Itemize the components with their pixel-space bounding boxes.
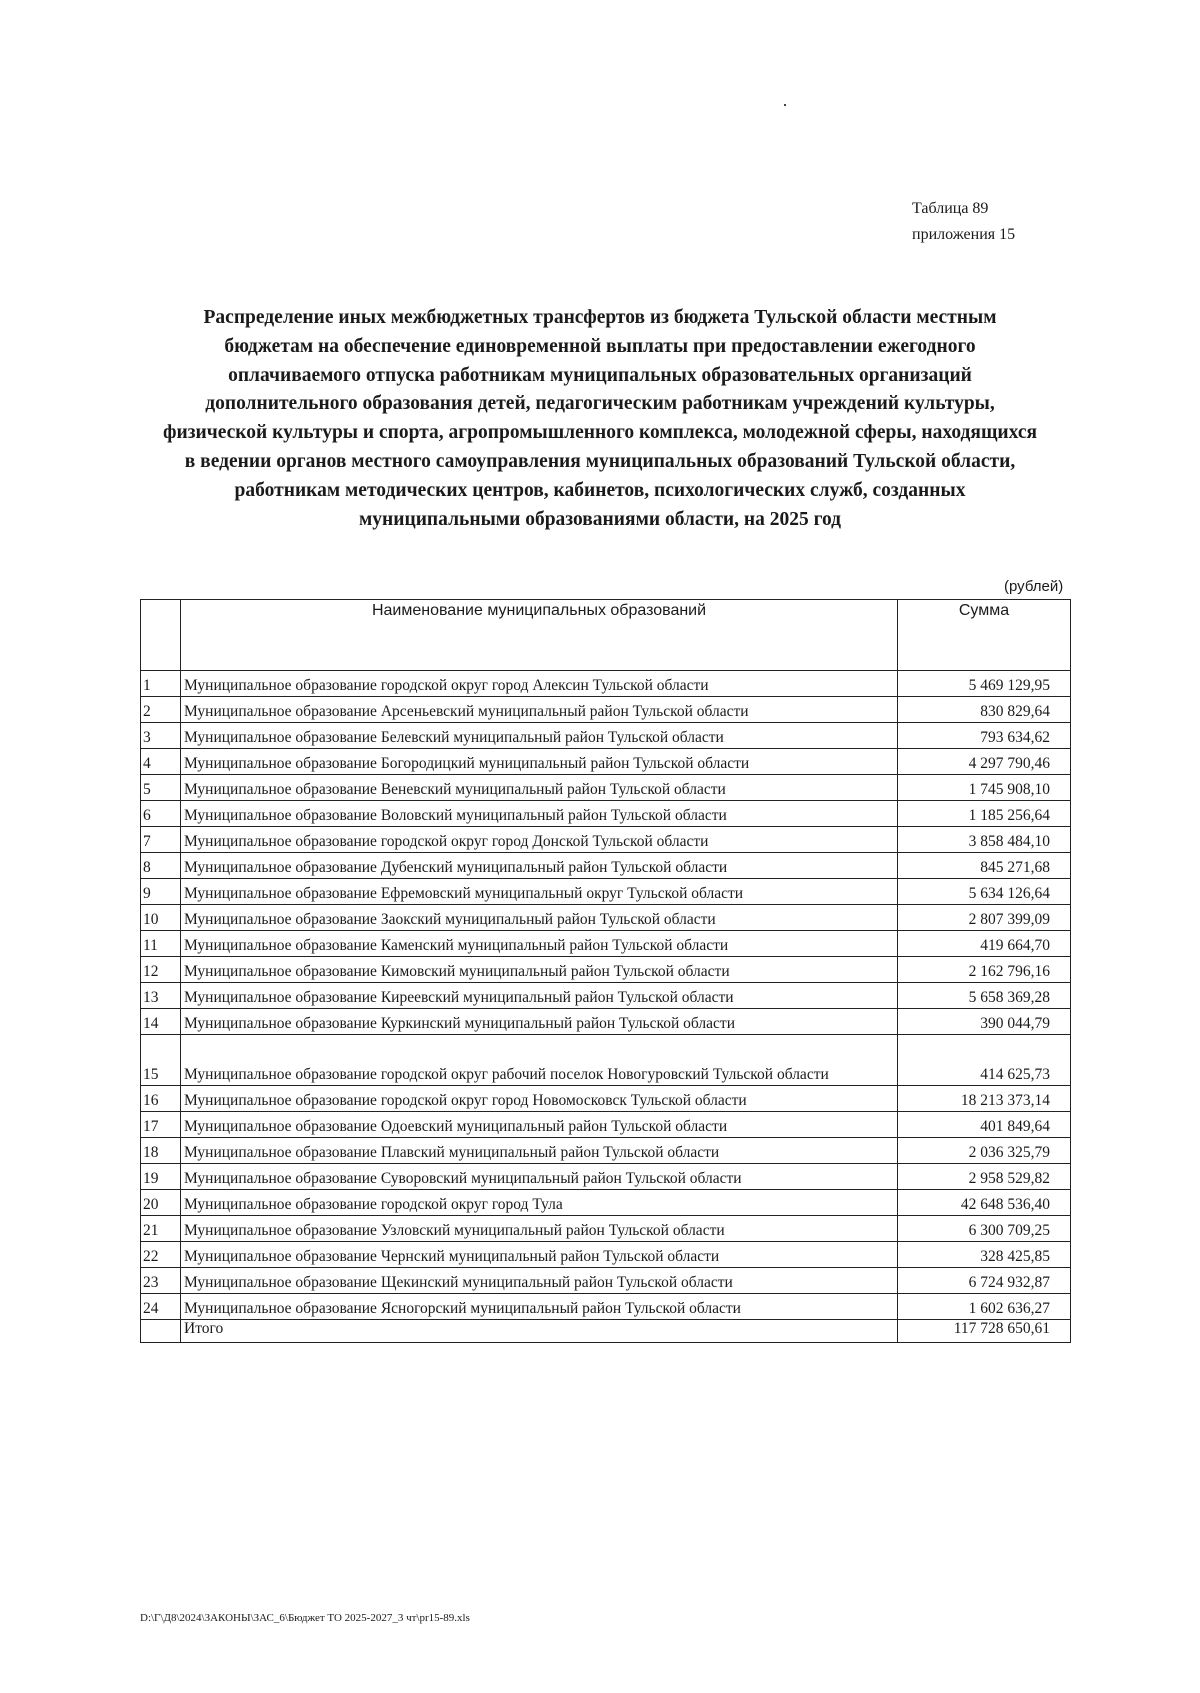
amount-cell: 18 213 373,14 xyxy=(898,1086,1071,1112)
municipality-name-cell: Муниципальное образование Ясногорский муниципальный район Тульской области xyxy=(181,1294,898,1320)
table-row xyxy=(141,723,1071,749)
table-row xyxy=(141,697,1071,723)
row-number-cell: 11 xyxy=(141,931,181,957)
row-number-cell: 16 xyxy=(141,1086,181,1112)
municipality-name-cell: Муниципальное образование городской округ город Донской Тульской области xyxy=(181,827,898,853)
appendix-label: приложения 15 xyxy=(912,226,1016,243)
table-row xyxy=(141,671,1071,697)
municipality-name-cell: Муниципальное образование Щекинский муниципальный район Тульской области xyxy=(181,1268,898,1294)
municipality-name-cell: Муниципальное образование Чернский муниципальный район Тульской области xyxy=(181,1242,898,1268)
row-number-cell: 18 xyxy=(141,1138,181,1164)
table-row xyxy=(141,1294,1071,1320)
header-name-cell: Наименование муниципальных образований xyxy=(181,600,898,671)
municipality-name-cell: Муниципальное образование Узловский муниципальный район Тульской области xyxy=(181,1216,898,1242)
row-number-cell: 21 xyxy=(141,1216,181,1242)
amount-cell: 390 044,79 xyxy=(898,1009,1071,1035)
header-sum-cell: Сумма xyxy=(898,600,1071,671)
table-row xyxy=(141,1035,1071,1086)
total-number-cell xyxy=(141,1320,181,1343)
table-row xyxy=(141,1242,1071,1268)
total-label-cell: Итого xyxy=(181,1320,898,1343)
table-row xyxy=(141,1138,1071,1164)
amount-cell: 6 724 932,87 xyxy=(898,1268,1071,1294)
amount-cell: 2 807 399,09 xyxy=(898,905,1071,931)
table-row xyxy=(141,1009,1071,1035)
municipality-name-cell: Муниципальное образование Плавский муниципальный район Тульской области xyxy=(181,1138,898,1164)
row-number-cell: 23 xyxy=(141,1268,181,1294)
municipality-name-cell: Муниципальное образование Веневский муниципальный район Тульской области xyxy=(181,775,898,801)
amount-cell: 793 634,62 xyxy=(898,723,1071,749)
table-reference xyxy=(912,196,1015,248)
row-number-cell: 12 xyxy=(141,957,181,983)
row-number-cell: 2 xyxy=(141,697,181,723)
amount-cell: 1 602 636,27 xyxy=(898,1294,1071,1320)
row-number-cell: 1 xyxy=(141,671,181,697)
table-row xyxy=(141,749,1071,775)
municipality-name-cell: Муниципальное образование Одоевский муниципальный район Тульской области xyxy=(181,1112,898,1138)
amount-cell: 414 625,73 xyxy=(898,1035,1071,1086)
municipality-name-cell: Муниципальное образование Заокский муниципальный район Тульской области xyxy=(181,905,898,931)
amount-cell: 5 469 129,95 xyxy=(898,671,1071,697)
municipality-name-cell: Муниципальное образование Суворовский муниципальный район Тульской области xyxy=(181,1164,898,1190)
table-row xyxy=(141,1268,1071,1294)
amount-cell: 2 162 796,16 xyxy=(898,957,1071,983)
units-label: (рублей) xyxy=(1004,578,1064,595)
amount-cell: 830 829,64 xyxy=(898,697,1071,723)
amount-cell: 4 297 790,46 xyxy=(898,749,1071,775)
row-number-cell: 10 xyxy=(141,905,181,931)
amount-cell: 5 658 369,28 xyxy=(898,983,1071,1009)
row-number-cell: 20 xyxy=(141,1190,181,1216)
row-number-cell: 24 xyxy=(141,1294,181,1320)
table-row xyxy=(141,957,1071,983)
municipality-name-cell: Муниципальное образование городской округ город Тула xyxy=(181,1190,898,1216)
municipality-name-cell: Муниципальное образование городской округ город Алексин Тульской области xyxy=(181,671,898,697)
total-row xyxy=(141,1320,1071,1343)
table-row xyxy=(141,905,1071,931)
table-row xyxy=(141,827,1071,853)
row-number-cell: 8 xyxy=(141,853,181,879)
municipality-name-cell: Муниципальное образование Воловский муниципальный район Тульской области xyxy=(181,801,898,827)
municipality-name-cell: Муниципальное образование Каменский муниципальный район Тульской области xyxy=(181,931,898,957)
amount-cell: 42 648 536,40 xyxy=(898,1190,1071,1216)
table-row xyxy=(141,983,1071,1009)
municipality-name-cell: Муниципальное образование Киреевский муниципальный район Тульской области xyxy=(181,983,898,1009)
municipality-name-cell: Муниципальное образование Ефремовский муниципальный округ Тульской области xyxy=(181,879,898,905)
document-title: Распределение иных межбюджетных трансфертов из бюджета Тульской области местным бюджетам на обеспечение единовременной выплаты при предоставлении ежегодного оплачиваемого отпуска работникам муниципальных образовательных организаций дополнительного образования детей, педагогическим работникам учреждений культуры, физической культуры и спорта, агропромышленного комплекса, молодежной сферы, находящихся в ведении органов местного самоуправления муниципальных образований Тульской области, работникам методических центров, кабинетов, психологических служб, созданных муниципальными образованиями области, на 2025 год xyxy=(162,307,1038,530)
table-number-label: Таблица 89 xyxy=(912,200,989,217)
municipality-name-cell: Муниципальное образование городской округ город Новомосковск Тульской области xyxy=(181,1086,898,1112)
table-row xyxy=(141,775,1071,801)
row-number-cell: 3 xyxy=(141,723,181,749)
table-row xyxy=(141,1190,1071,1216)
table-body xyxy=(141,671,1071,1343)
row-number-cell: 4 xyxy=(141,749,181,775)
row-number-cell: 14 xyxy=(141,1009,181,1035)
table-row xyxy=(141,931,1071,957)
row-number-cell: 9 xyxy=(141,879,181,905)
amount-cell: 2 958 529,82 xyxy=(898,1164,1071,1190)
row-number-cell: 5 xyxy=(141,775,181,801)
row-number-cell: 22 xyxy=(141,1242,181,1268)
municipality-name-cell: Муниципальное образование Белевский муниципальный район Тульской области xyxy=(181,723,898,749)
scan-speck xyxy=(784,104,786,106)
total-amount-cell: 117 728 650,61 xyxy=(898,1320,1071,1343)
municipality-name-cell: Муниципальное образование Богородицкий муниципальный район Тульской области xyxy=(181,749,898,775)
row-number-cell: 7 xyxy=(141,827,181,853)
table-header-row xyxy=(141,600,1071,671)
table-row xyxy=(141,1112,1071,1138)
amount-cell: 5 634 126,64 xyxy=(898,879,1071,905)
table-row xyxy=(141,1164,1071,1190)
municipality-name-cell: Муниципальное образование Кимовский муниципальный район Тульской области xyxy=(181,957,898,983)
amount-cell: 328 425,85 xyxy=(898,1242,1071,1268)
amount-cell: 845 271,68 xyxy=(898,853,1071,879)
table-row xyxy=(141,879,1071,905)
table-row xyxy=(141,853,1071,879)
municipality-name-cell: Муниципальное образование городской округ рабочий поселок Новогуровский Тульской области xyxy=(181,1035,898,1086)
table-row xyxy=(141,1086,1071,1112)
file-path-footer: D:\Г\Д8\2024\ЗАКОНЫ\ЗАС_6\Бюджет ТО 2025-2027_3 чт\pr15-89.xls xyxy=(140,1612,470,1624)
distribution-table xyxy=(140,599,1071,1343)
amount-cell: 6 300 709,25 xyxy=(898,1216,1071,1242)
table-row xyxy=(141,801,1071,827)
municipality-name-cell: Муниципальное образование Куркинский муниципальный район Тульской области xyxy=(181,1009,898,1035)
row-number-cell: 19 xyxy=(141,1164,181,1190)
amount-cell: 419 664,70 xyxy=(898,931,1071,957)
municipality-name-cell: Муниципальное образование Арсеньевский муниципальный район Тульской области xyxy=(181,697,898,723)
row-number-cell: 15 xyxy=(141,1035,181,1086)
row-number-cell: 6 xyxy=(141,801,181,827)
row-number-cell: 13 xyxy=(141,983,181,1009)
header-number-cell xyxy=(141,600,181,671)
amount-cell: 1 745 908,10 xyxy=(898,775,1071,801)
amount-cell: 3 858 484,10 xyxy=(898,827,1071,853)
municipality-name-cell: Муниципальное образование Дубенский муниципальный район Тульской области xyxy=(181,853,898,879)
amount-cell: 2 036 325,79 xyxy=(898,1138,1071,1164)
table-row xyxy=(141,1216,1071,1242)
amount-cell: 1 185 256,64 xyxy=(898,801,1071,827)
row-number-cell: 17 xyxy=(141,1112,181,1138)
amount-cell: 401 849,64 xyxy=(898,1112,1071,1138)
